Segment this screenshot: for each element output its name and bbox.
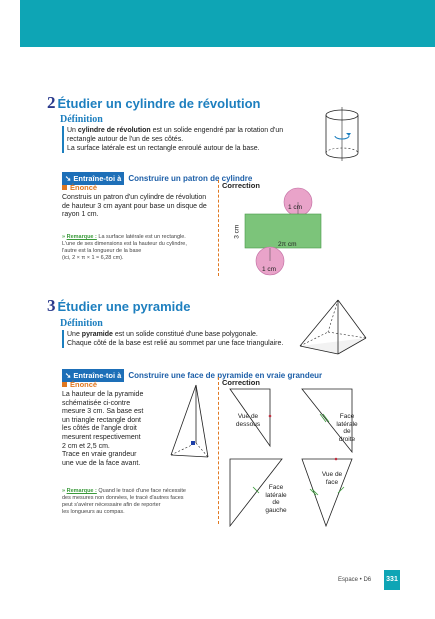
net-label-bottom-radius: 1 cm	[262, 266, 277, 273]
label-line: gauche	[265, 506, 287, 514]
remark-line: Quand le tracé d'une face nécessite	[96, 488, 186, 494]
remark-line: (ici, 2 × π × 1 ≈ 6,28 cm).	[62, 255, 124, 261]
chevron-icon: »	[62, 488, 67, 494]
exercise-title: Construire un patron de cylindre	[128, 174, 253, 183]
enonce-label: Énoncé	[70, 380, 98, 389]
label-face-gauche	[261, 484, 291, 514]
section2-number: 2	[47, 93, 56, 112]
def-text: Chaque côté de la base est relié au sommet par une face triangulaire.	[67, 340, 284, 347]
def-text: rectangle autour de l'un de ses côtés.	[67, 136, 184, 143]
statement-line: mesure 3 cm. Sa base est	[62, 408, 144, 416]
label-line: latérale	[336, 420, 358, 428]
statement-pyramid	[168, 383, 214, 463]
remark-line: les longueurs au compas.	[62, 509, 125, 515]
pyramid-faces-correction	[226, 386, 376, 532]
statement-line: 2 cm et 2,5 cm.	[62, 442, 110, 450]
section2-statement	[62, 194, 217, 220]
net-label-length: 2π cm	[278, 241, 297, 248]
statement-line: de hauteur 3 cm ayant pour base un disque de	[62, 202, 207, 210]
statement-line: mesurent respectivement	[62, 433, 141, 441]
section2-definition-title: Définition	[60, 114, 103, 125]
section3-enonce	[62, 380, 97, 389]
def-text: Un	[67, 127, 78, 134]
remark-line: peut s'avérer nécessaire afin de reporter	[62, 502, 161, 508]
page-number: 331	[384, 570, 400, 590]
enonce-label: Énoncé	[70, 183, 98, 192]
section3-header	[47, 296, 190, 316]
column-divider	[218, 180, 219, 276]
square-icon	[62, 382, 67, 387]
statement-line: rayon 1 cm.	[62, 211, 99, 219]
section3-statement	[62, 391, 162, 468]
section3-number: 3	[47, 296, 56, 315]
square-icon	[62, 185, 67, 190]
remark-label: Remarque :	[66, 234, 97, 240]
remark-label: Remarque :	[66, 488, 97, 494]
arrow-icon: ➘	[65, 371, 74, 380]
section3-remark	[62, 488, 222, 516]
section2-header	[47, 93, 260, 113]
label-line: Face	[339, 413, 355, 420]
section2-enonce	[62, 183, 97, 192]
label-line: face	[325, 478, 339, 486]
def-text: est un solide constitué d'une base polygonale.	[112, 331, 258, 338]
label-face-droite	[332, 413, 362, 443]
section2-remark	[62, 234, 217, 262]
statement-line: La hauteur de la pyramide	[62, 391, 144, 398]
badge-label: Entraîne-toi à	[73, 371, 122, 380]
label-vue-dessous	[232, 413, 264, 428]
label-line: Vue de	[237, 413, 259, 420]
statement-line: un triangle rectangle dont	[62, 416, 141, 424]
section3-definition	[62, 330, 302, 348]
statement-line: Trace en vraie grandeur	[62, 451, 137, 459]
remark-line: l'autre est la longueur de la base	[62, 248, 142, 254]
cylinder-illustration	[318, 105, 368, 165]
section3-correction-title: Correction	[222, 378, 260, 387]
label-line: latérale	[265, 491, 287, 499]
label-line: Face	[268, 484, 284, 491]
def-term: pyramide	[81, 331, 113, 338]
net-label-top-radius: 1 cm	[288, 204, 303, 211]
exercise-title: Construire une face de pyramide en vraie grandeur	[128, 371, 323, 380]
def-text: Une	[67, 331, 82, 338]
label-line: dessous	[235, 420, 261, 428]
arrow-icon: ➘	[65, 174, 74, 183]
net-label-height: 3 cm	[233, 224, 241, 239]
badge-label: Entraîne-toi à	[73, 174, 122, 183]
section3-exercise-header	[62, 365, 322, 383]
section3-title: Étudier une pyramide	[57, 299, 191, 314]
cylinder-net	[228, 186, 328, 278]
label-line: droite	[338, 435, 356, 443]
pyramid-illustration	[298, 298, 370, 360]
statement-line: les côtés de l'angle droit	[62, 425, 137, 433]
def-text: est un solide engendré par la rotation d'un	[150, 127, 284, 134]
section2-definition	[62, 126, 312, 153]
section3-definition-title: Définition	[60, 318, 103, 329]
remark-line: L'une de ses dimensions est la hauteur du cylindre,	[62, 241, 187, 247]
def-text: La surface latérale est un rectangle enroulé autour de la base.	[67, 145, 260, 152]
statement-line: schématisée ci-contre	[62, 399, 131, 407]
chevron-icon: »	[62, 234, 67, 240]
section2-title: Étudier un cylindre de révolution	[57, 96, 261, 111]
section2-correction-title: Correction	[222, 181, 260, 190]
remark-line: La surface latérale est un rectangle.	[96, 234, 186, 240]
label-line: Vue de	[321, 471, 343, 478]
remark-line: des mesures non données, le tracé d'autres faces	[62, 495, 184, 501]
statement-line: une vue de la face avant.	[62, 459, 141, 467]
label-vue-face	[316, 471, 348, 486]
top-banner	[20, 0, 435, 47]
column-divider	[218, 377, 219, 524]
footer-label: Espace • D6	[338, 577, 372, 583]
label-line: de	[272, 499, 280, 506]
def-term: cylindre de révolution	[77, 127, 151, 134]
statement-line: Construis un patron d'un cylindre de révolution	[62, 194, 207, 201]
label-line: de	[343, 428, 351, 435]
